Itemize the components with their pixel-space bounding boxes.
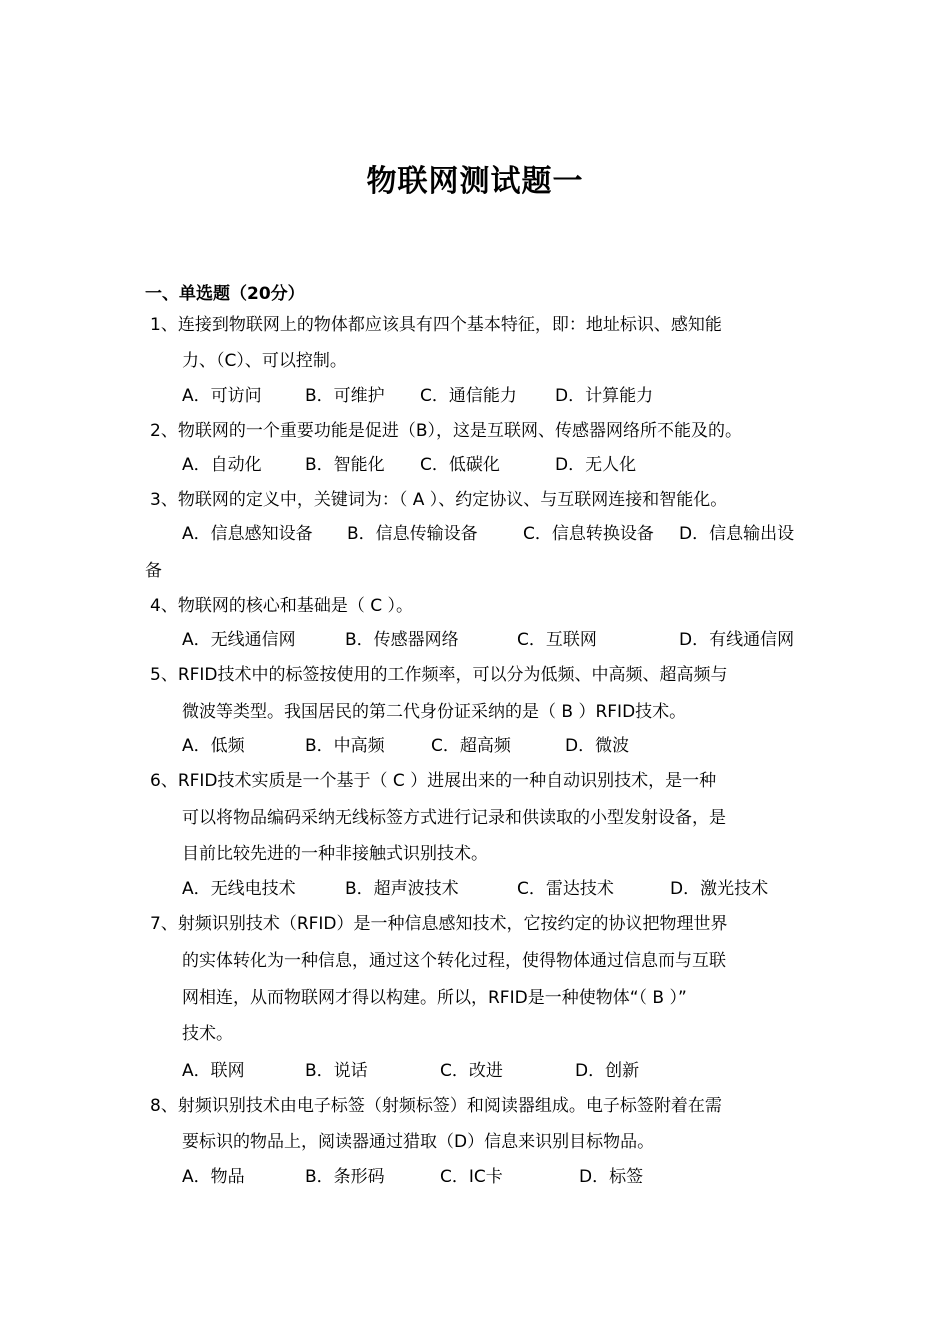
question-1-line-1: 1、连接到物联网上的物体都应该具有四个基本特征，即：地址标识、感知能 — [150, 315, 722, 335]
question-8-option-a: A．物品 — [182, 1167, 245, 1187]
question-4-line-1: 4、物联网的核心和基础是（ C ）。 — [150, 596, 413, 616]
question-5-option-b: B．中高频 — [305, 736, 385, 756]
question-1-option-d: D．计算能力 — [555, 386, 654, 406]
question-8-option-b: B．条形码 — [305, 1167, 385, 1187]
question-3-option-b: B．信息传输设备 — [347, 524, 478, 544]
question-5-option-d: D．微波 — [565, 736, 630, 756]
question-4-option-c: C．互联网 — [517, 630, 597, 650]
question-3-option-c: C．信息转换设备 — [523, 524, 654, 544]
question-5-option-a: A．低频 — [182, 736, 245, 756]
question-1-option-b: B．可维护 — [305, 386, 385, 406]
question-6-line-2: 可以将物品编码采纳无线标签方式进行记录和供读取的小型发射设备，是 — [182, 808, 726, 828]
question-1-line-2: 力、（C）、可以控制。 — [182, 351, 347, 371]
question-8-line-2: 要标识的物品上，阅读器通过猎取（D）信息来识别目标物品。 — [182, 1132, 655, 1152]
question-6-line-1: 6、RFID技术实质是一个基于（ C ）进展出来的一种自动识别技术，是一种 — [150, 771, 717, 791]
question-1-option-a: A．可访问 — [182, 386, 262, 406]
question-3-option-d-wrap: 备 — [145, 561, 162, 581]
question-7-line-3: 网相连，从而物联网才得以构建。所以，RFID是一种使物体“（ B ）” — [182, 988, 687, 1008]
section-heading: 一、单选题（20分） — [145, 284, 305, 304]
question-2-option-d: D．无人化 — [555, 455, 637, 475]
question-8-line-1: 8、射频识别技术由电子标签（射频标签）和阅读器组成。电子标签附着在需 — [150, 1096, 722, 1116]
question-8-option-d: D．标签 — [579, 1167, 644, 1187]
question-2-option-a: A．自动化 — [182, 455, 262, 475]
question-3-option-a: A．信息感知设备 — [182, 524, 313, 544]
question-4-option-a: A．无线通信网 — [182, 630, 296, 650]
question-2-line-1: 2、物联网的一个重要功能是促进（B），这是互联网、传感器网络所不能及的。 — [150, 421, 742, 441]
question-4-option-d: D．有线通信网 — [679, 630, 795, 650]
question-3-line-1: 3、物联网的定义中，关键词为：（ A ）、约定协议、与互联网连接和智能化。 — [150, 490, 728, 510]
question-7-option-b: B．说话 — [305, 1061, 368, 1081]
question-6-option-b: B．超声波技术 — [345, 879, 459, 899]
question-5-line-1: 5、RFID技术中的标签按使用的工作频率，可以分为低频、中高频、超高频与 — [150, 665, 728, 685]
question-3-option-d: D．信息输出设 — [679, 524, 795, 544]
question-7-option-d: D．创新 — [575, 1061, 640, 1081]
question-7-option-c: C．改进 — [440, 1061, 503, 1081]
question-4-option-b: B．传感器网络 — [345, 630, 459, 650]
question-5-line-2: 微波等类型。我国居民的第二代身份证采纳的是（ B ）RFID技术。 — [182, 702, 687, 722]
question-2-option-b: B．智能化 — [305, 455, 385, 475]
question-7-option-a: A．联网 — [182, 1061, 245, 1081]
question-7-line-1: 7、射频识别技术（RFID）是一种信息感知技术，它按约定的协议把物理世界 — [150, 914, 728, 934]
question-5-option-c: C．超高频 — [431, 736, 511, 756]
question-6-line-3: 目前比较先进的一种非接触式识别技术。 — [182, 844, 488, 864]
question-6-option-c: C．雷达技术 — [517, 879, 614, 899]
question-8-option-c: C．IC卡 — [440, 1167, 503, 1187]
question-6-option-d: D．激光技术 — [670, 879, 769, 899]
question-7-line-2: 的实体转化为一种信息，通过这个转化过程，使得物体通过信息而与互联 — [182, 951, 726, 971]
question-7-line-4: 技术。 — [182, 1024, 233, 1044]
question-1-option-c: C．通信能力 — [420, 386, 517, 406]
question-2-option-c: C．低碳化 — [420, 455, 500, 475]
question-6-option-a: A．无线电技术 — [182, 879, 296, 899]
page-title: 物联网测试题一 — [366, 164, 584, 199]
